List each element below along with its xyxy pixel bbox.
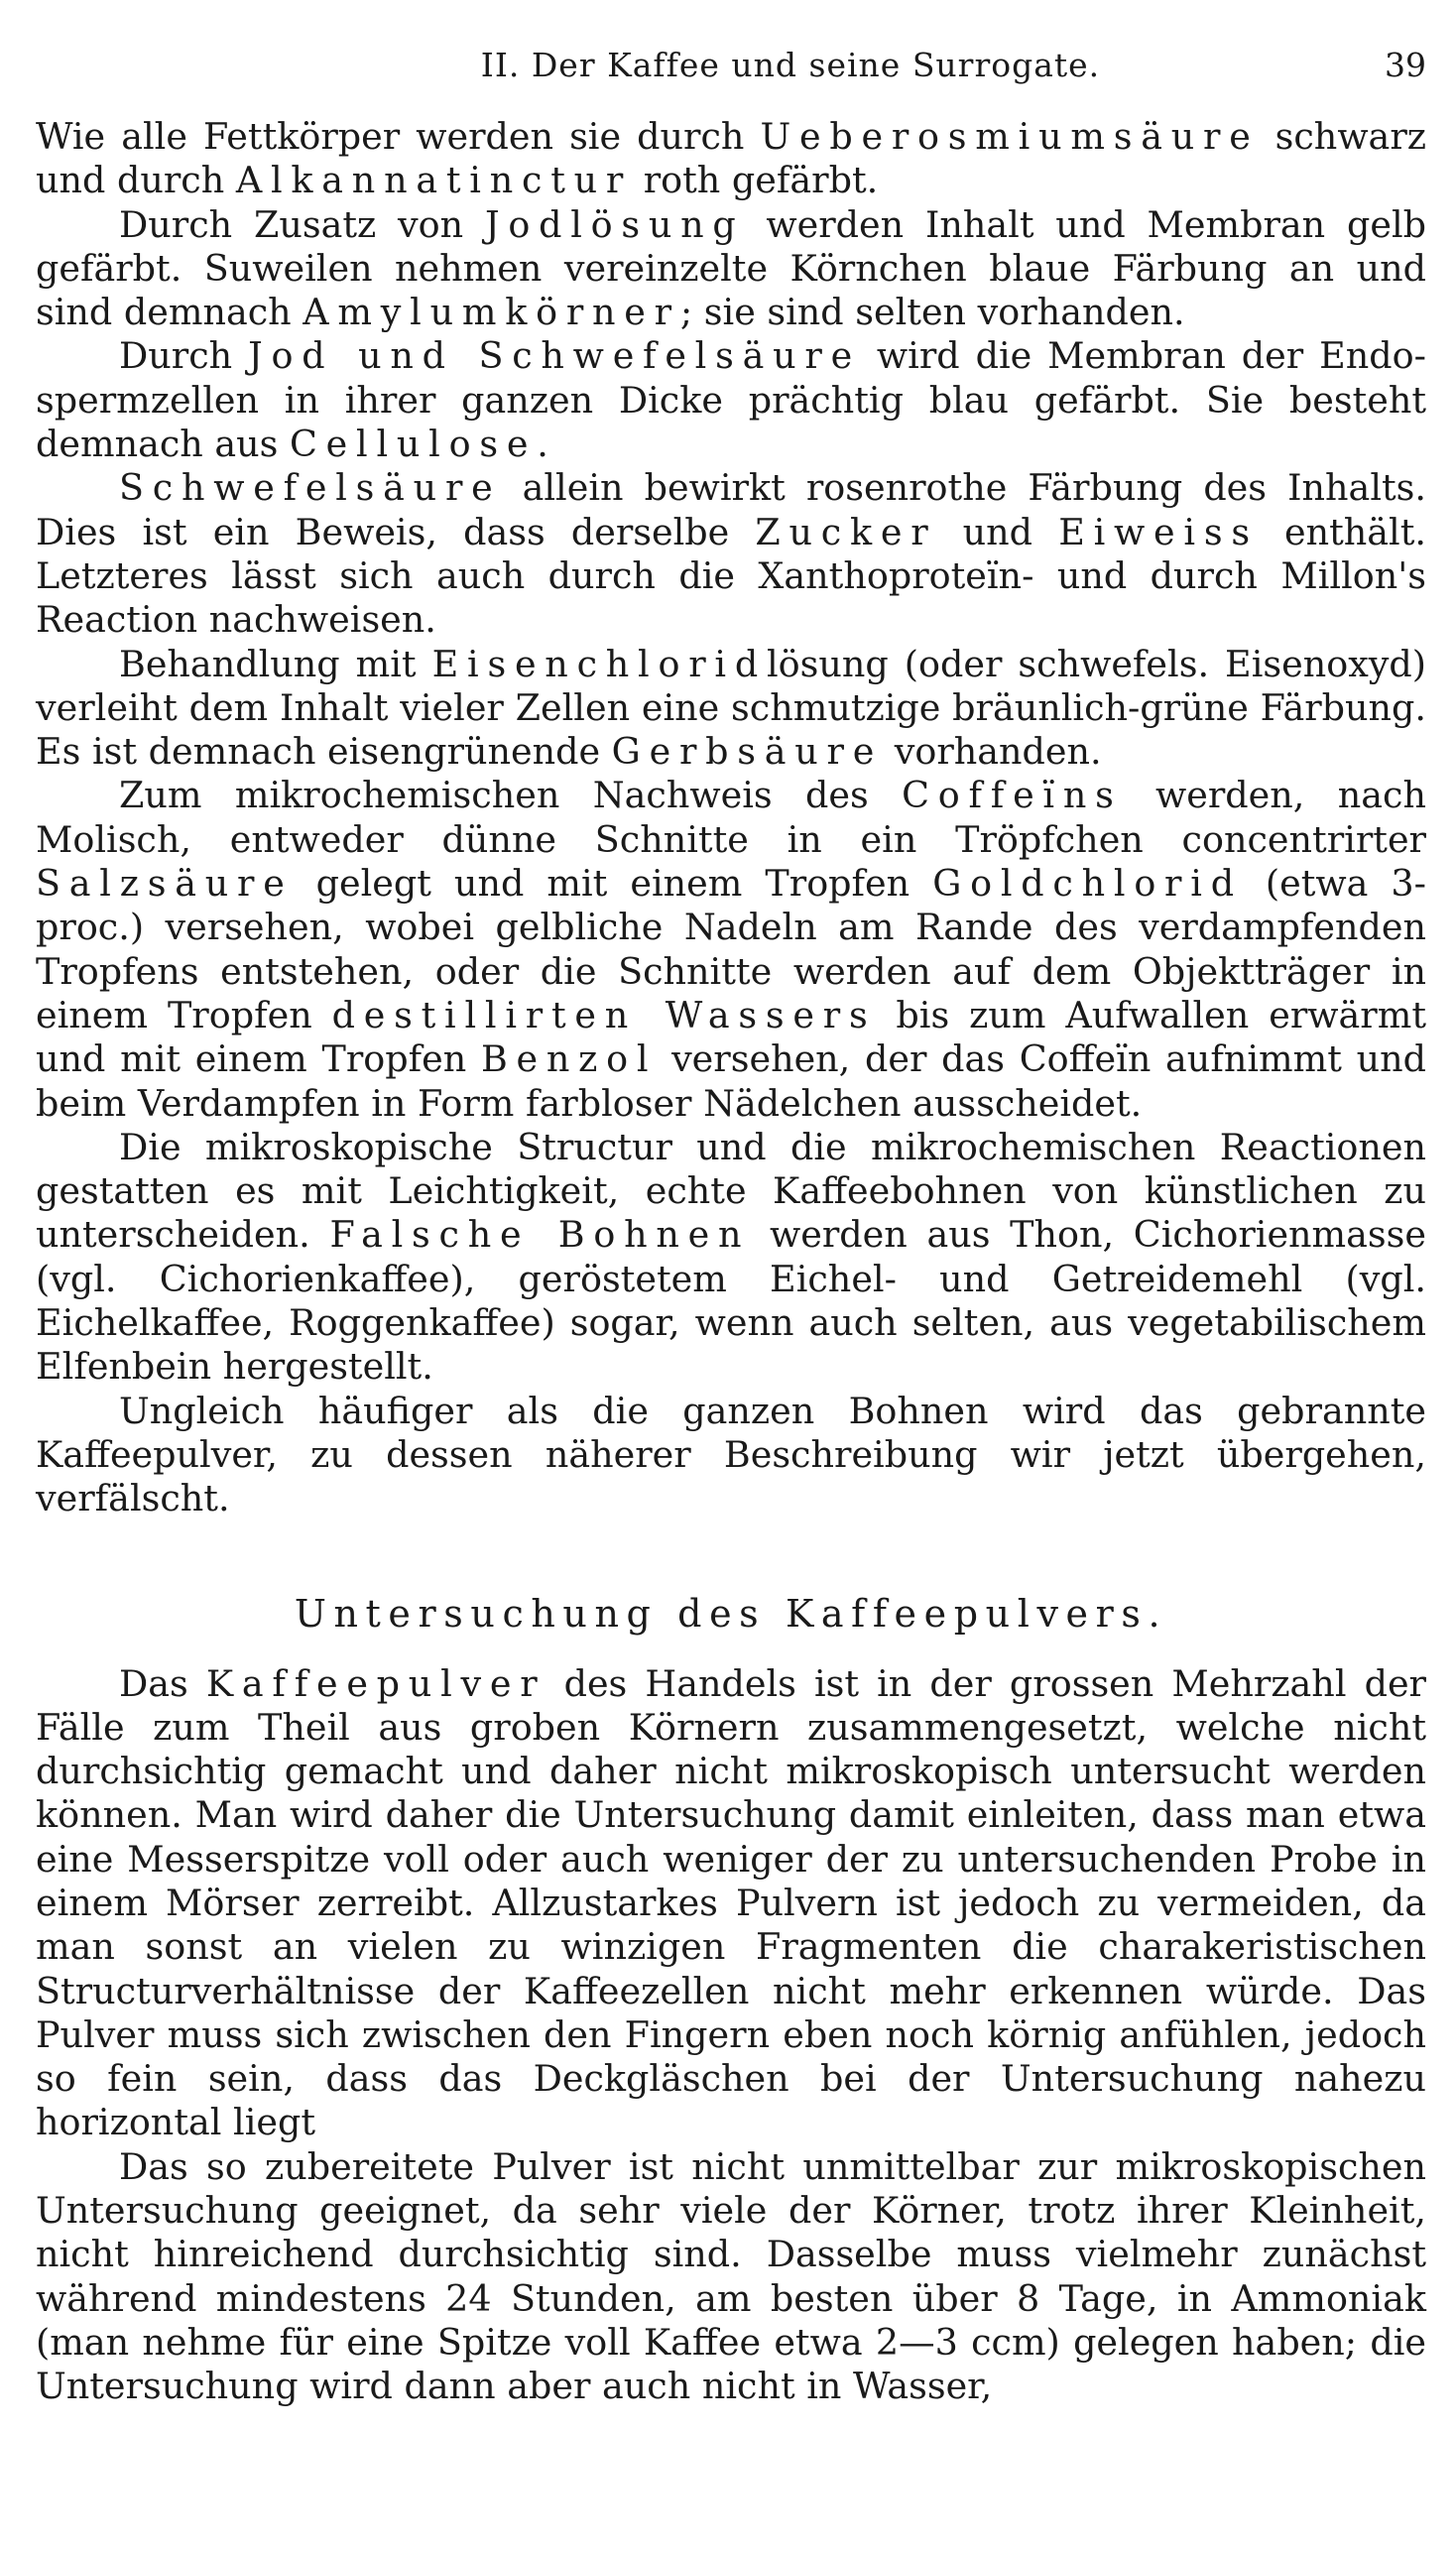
spaced-term: Eisenchlorid	[431, 642, 767, 685]
spaced-term: Eiweiss	[1058, 510, 1259, 553]
paragraph-p7	[36, 1126, 1426, 1390]
text-run: Durch Zusatz von	[119, 202, 485, 246]
paragraph-group	[36, 115, 1426, 1521]
spaced-term: Falsche Bohnen	[329, 1213, 751, 1257]
text-run: Das so zubereitete Pulver ist nicht unmittelbar zur mikroskopischen Untersuchung geeignet, da sehr viele der Körner, trotz ihrer Kleinheit, nicht hinreichend durchsichtig sind. Dasselbe muss vielmehr zunächst während mindestens 24 Stunden, am besten über 8 Tage, in Ammoniak (man nehme für eine Spitze voll Kaffee etwa 2—3 ccm) gelegen haben; die Untersuchung wird dann aber auch nicht in Wasser,	[36, 2144, 1426, 2408]
spaced-term: Goldchlorid	[932, 862, 1243, 906]
text-run: roth gefärbt.	[632, 159, 879, 202]
text-run: und	[936, 510, 1059, 553]
paragraph-p4	[36, 466, 1426, 642]
text-run: versehen, der das Coffeïn aufnimmt und beim Verdampfen in Form farbloser Nädelchen ausscheidet.	[36, 1037, 1426, 1125]
spaced-term: Jodlösung	[484, 202, 745, 246]
paragraph-p6	[36, 774, 1426, 1125]
paragraph-s1	[36, 1662, 1426, 2145]
text-run: gelegt und mit einem Tropfen	[293, 862, 933, 906]
paragraph-p3	[36, 334, 1426, 466]
text-run: lösung (oder schwefels. Eisenoxyd) verleiht dem Inhalt vieler Zellen eine schmutzige bräunlich-grüne Färbung. Es ist demnach eisengrünende	[36, 642, 1426, 774]
section-paragraph-group	[36, 1662, 1426, 2409]
paragraph-p1	[36, 115, 1426, 203]
text-run: Ungleich häufiger als die ganzen Bohnen wird das gebrannte Kaffeepulver, zu dessen näherer Beschreibung wir jetzt übergehen, verfälscht.	[36, 1389, 1426, 1520]
text-run: Behandlung mit	[119, 642, 432, 685]
spaced-term: Zucker	[755, 510, 937, 553]
paragraph-p2	[36, 203, 1426, 335]
text-run: werden aus Thon, Cichorienmasse (vgl. Cichorienkaffee), geröstetem Eichel- und Getreidemehl (vgl. Eichelkaffee, Roggenkaffee) sogar, wenn auch selten, aus vegetabilischem Elfenbein hergestellt.	[36, 1213, 1426, 1389]
text-run: ; sie sind selten vorhanden.	[679, 291, 1185, 334]
text-run: Zum mikrochemischen Nachweis des	[119, 774, 903, 817]
section-heading: Untersuchung des Kaffeepulvers.	[294, 1591, 1168, 1636]
text-run: allein bewirkt rosenrothe Färbung des Inhalts. Dies ist ein Beweis, dass derselbe	[36, 466, 1426, 553]
paragraph-s2	[36, 2145, 1426, 2409]
text-run: wird die Membran der Endospermzellen in ihrer ganzen Dicke prächtig blau gefärbt. Sie besteht demnach aus	[36, 334, 1426, 466]
text-run: des Handels ist in der grossen Mehrzahl der Fälle zum Theil aus groben Körnern zusammengesetzt, welche nicht durchsichtig gemacht und daher nicht mikroskopisch untersucht werden können. Man wird daher die Untersuchung damit einleiten, dass man etwa eine Messerspitze voll oder auch weniger der zu untersuchenden Probe in einem Mörser zerreibt. Allzustarkes Pulvern ist jedoch zu vermeiden, da man sonst an vielen zu winzigen Fragmenten die charakeristischen Structurverhältnisse der Kaffeezellen nicht mehr erkennen würde. Das Pulver muss sich zwischen den Fingern eben noch körnig anfühlen, jedoch so fein sein, dass das Deckgläschen bei der Untersuchung nahezu horizontal liegt	[36, 1661, 1427, 2144]
spaced-term: destillirten Wassers	[331, 993, 877, 1036]
spaced-term: Alkannatinctur	[235, 159, 633, 202]
spaced-term: Amylumkörner	[303, 291, 680, 334]
spaced-term: Gerbsäure	[611, 730, 884, 774]
spaced-term: Schwefelsäure	[119, 466, 502, 510]
spaced-term: Ueberosmiumsäure	[760, 115, 1260, 158]
spaced-term: Jod und Schwefelsäure	[248, 334, 861, 378]
running-header	[36, 46, 1426, 115]
spaced-term: Salzsäure	[36, 862, 294, 906]
text-run: vorhanden.	[883, 730, 1102, 774]
text-run: Durch	[119, 334, 249, 378]
paragraph-p5	[36, 643, 1426, 775]
spaced-term: Cellulose	[290, 423, 538, 466]
text-run: (etwa 3-proc.) versehen, wobei gelbliche Nadeln am Rande des verdampfenden Tropfens entstehen, oder die Schnitte werden auf dem Objektträger in einem Tropfen	[36, 862, 1426, 1036]
text-run: Wie alle Fettkörper werden sie durch	[36, 115, 761, 158]
page-number: 39	[1385, 46, 1426, 84]
spaced-term: Benzol	[480, 1037, 658, 1081]
spaced-term: Kaffeepulver	[205, 1661, 546, 1705]
text-run: enthält. Letzteres lässt sich auch durch die Xanthoproteïn- und durch Millon's Reaction nachweisen.	[36, 510, 1426, 642]
running-title: II. Der Kaffee und seine Surrogate.	[480, 46, 1101, 84]
text-run: Die mikroskopische Structur und die mikrochemischen Reactionen gestatten es mit Leichtigkeit, echte Kaffeebohnen von künstlichen zu unterscheiden.	[36, 1125, 1426, 1257]
text-run: .	[537, 423, 548, 466]
text-run: Das	[119, 1661, 206, 1705]
text-run: schwarz und durch	[36, 115, 1427, 202]
body-text	[36, 115, 1426, 2409]
text-run: bis zum Aufwallen erwärmt und mit einem Tropfen	[36, 993, 1426, 1081]
spaced-term: Coffeïns	[902, 774, 1123, 817]
text-run: werden Inhalt und Membran gelb gefärbt. Suweilen nehmen vereinzelte Körnchen blaue Färbung an und sind demnach	[36, 202, 1426, 334]
book-page	[36, 0, 1426, 2409]
text-run: werden, nach Molisch, entweder dünne Schnitte in ein Tröpfchen concentrirter	[36, 774, 1426, 861]
paragraph-p8	[36, 1390, 1426, 1521]
